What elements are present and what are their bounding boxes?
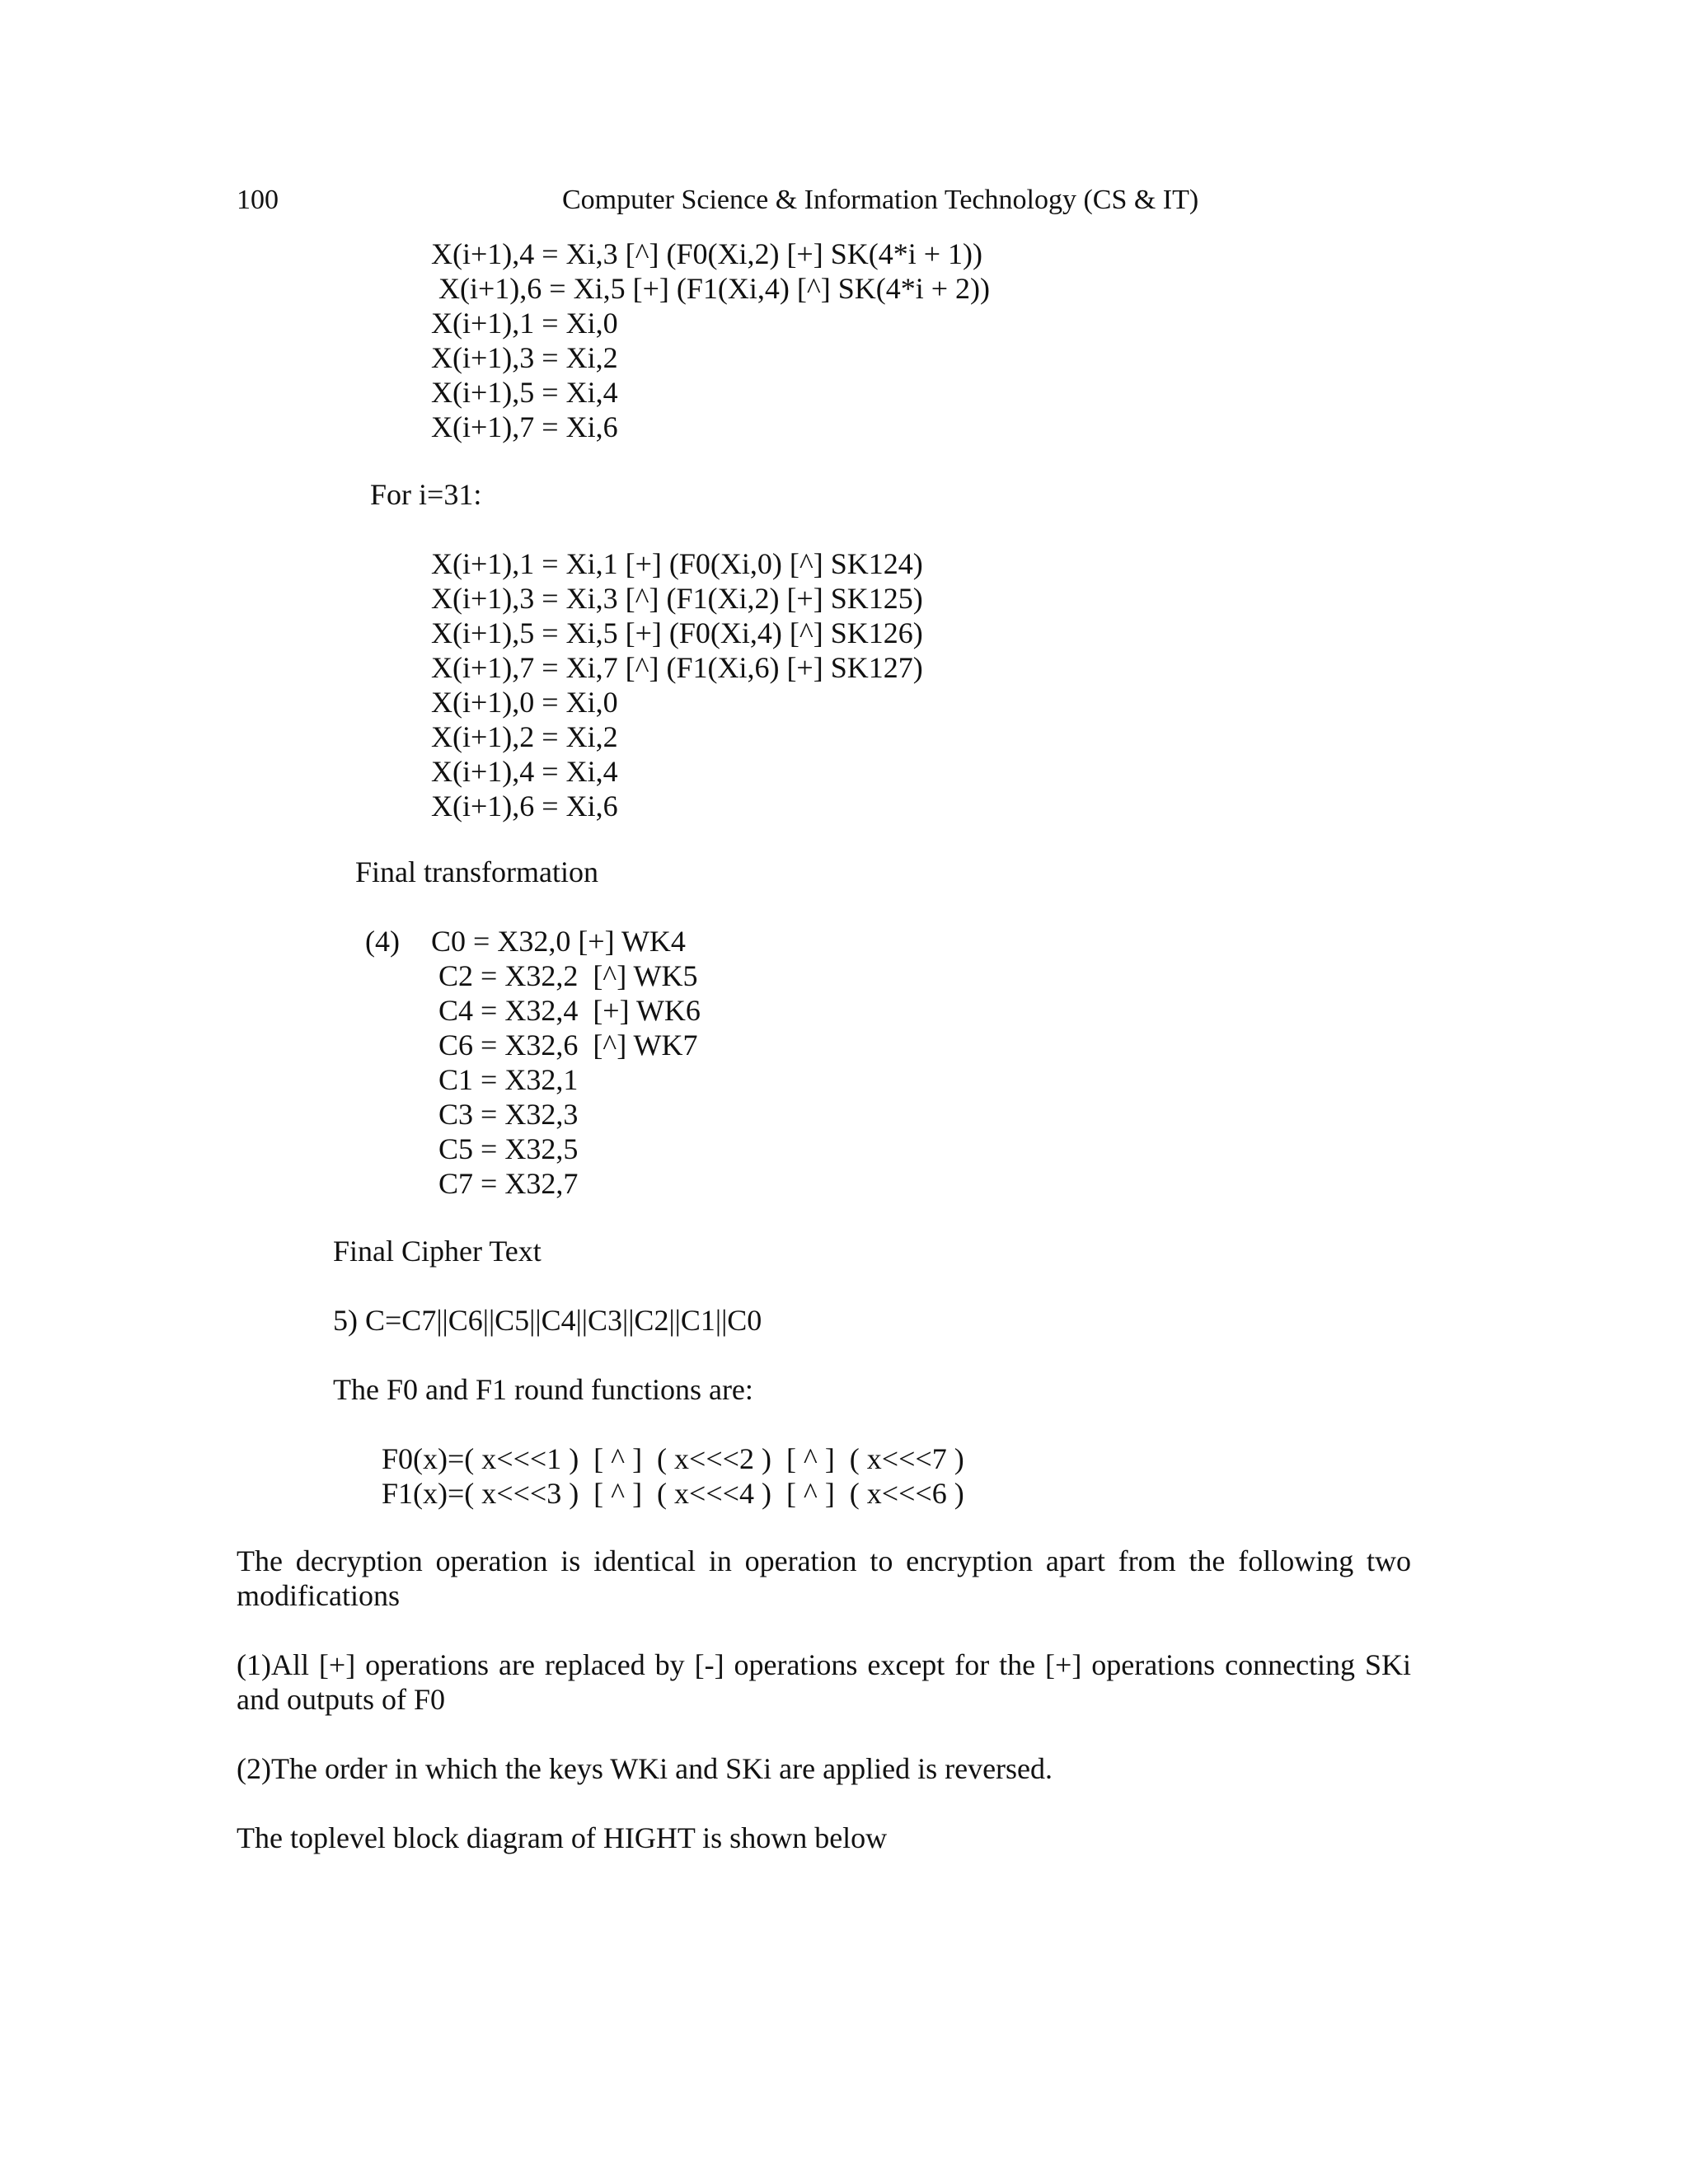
- modification-2-paragraph: (2)The order in which the keys WKi and SKi are applied is reversed.: [237, 1752, 1053, 1785]
- f1-definition: F1(x)=( x<<<3 ) [ ^ ] ( x<<<4 ) [ ^ ] ( x<<<6 ): [382, 1477, 964, 1510]
- final-cipher-formula: 5) C=C7||C6||C5||C4||C3||C2||C1||C0: [333, 1304, 762, 1337]
- final-cipher-heading: Final Cipher Text: [333, 1235, 542, 1268]
- equation-line: X(i+1),1 = Xi,1 [+] (F0(Xi,0) [^] SK124): [431, 547, 923, 580]
- equation-line: X(i+1),2 = Xi,2: [431, 720, 618, 753]
- equation-line: X(i+1),7 = Xi,6: [431, 410, 618, 443]
- equation-line: X(i+1),4 = Xi,4: [431, 755, 618, 788]
- page-number: 100: [237, 185, 279, 215]
- block-diagram-intro: The toplevel block diagram of HIGHT is shown below: [237, 1821, 888, 1854]
- round-functions-intro: The F0 and F1 round functions are:: [333, 1373, 753, 1406]
- equation-line: C0 = X32,0 [+] WK4: [431, 925, 686, 958]
- equation-line: X(i+1),3 = Xi,2: [431, 341, 618, 374]
- equation-line: X(i+1),5 = Xi,4: [431, 376, 618, 409]
- final-transformation-heading: Final transformation: [355, 855, 598, 888]
- equation-line: X(i+1),4 = Xi,3 [^] (F0(Xi,2) [+] SK(4*i + 1)): [431, 237, 983, 270]
- equation-line: C5 = X32,5: [431, 1132, 579, 1165]
- equation-line: X(i+1),6 = Xi,6: [431, 790, 618, 823]
- step-number-4: (4): [365, 925, 400, 958]
- f0-definition: F0(x)=( x<<<1 ) [ ^ ] ( x<<<2 ) [ ^ ] ( x<<<7 ): [382, 1442, 964, 1475]
- decryption-paragraph: The decryption operation is identical in operation to encryption apart from the following two modifications: [237, 1544, 1411, 1612]
- equation-line: C1 = X32,1: [431, 1063, 579, 1096]
- equation-line: C6 = X32,6 [^] WK7: [431, 1029, 698, 1062]
- equation-line: C4 = X32,4 [+] WK6: [431, 994, 701, 1027]
- equation-line: X(i+1),1 = Xi,0: [431, 307, 618, 340]
- equation-line: C3 = X32,3: [431, 1098, 579, 1131]
- last-round-label: For i=31:: [370, 478, 482, 511]
- equation-line: X(i+1),0 = Xi,0: [431, 686, 618, 719]
- modification-1-paragraph: (1)All [+] operations are replaced by [-] operations except for the [+] operations connecting SKi and outputs of F0: [237, 1648, 1411, 1716]
- running-title: Computer Science & Information Technology (CS & IT): [562, 185, 1199, 215]
- equation-line: C2 = X32,2 [^] WK5: [431, 959, 698, 992]
- equation-line: C7 = X32,7: [431, 1167, 579, 1200]
- equation-line: X(i+1),5 = Xi,5 [+] (F0(Xi,4) [^] SK126): [431, 616, 923, 649]
- equation-line: X(i+1),7 = Xi,7 [^] (F1(Xi,6) [+] SK127): [431, 651, 923, 684]
- equation-line: X(i+1),6 = Xi,5 [+] (F1(Xi,4) [^] SK(4*i + 2)): [431, 272, 991, 305]
- equation-line: X(i+1),3 = Xi,3 [^] (F1(Xi,2) [+] SK125): [431, 582, 923, 615]
